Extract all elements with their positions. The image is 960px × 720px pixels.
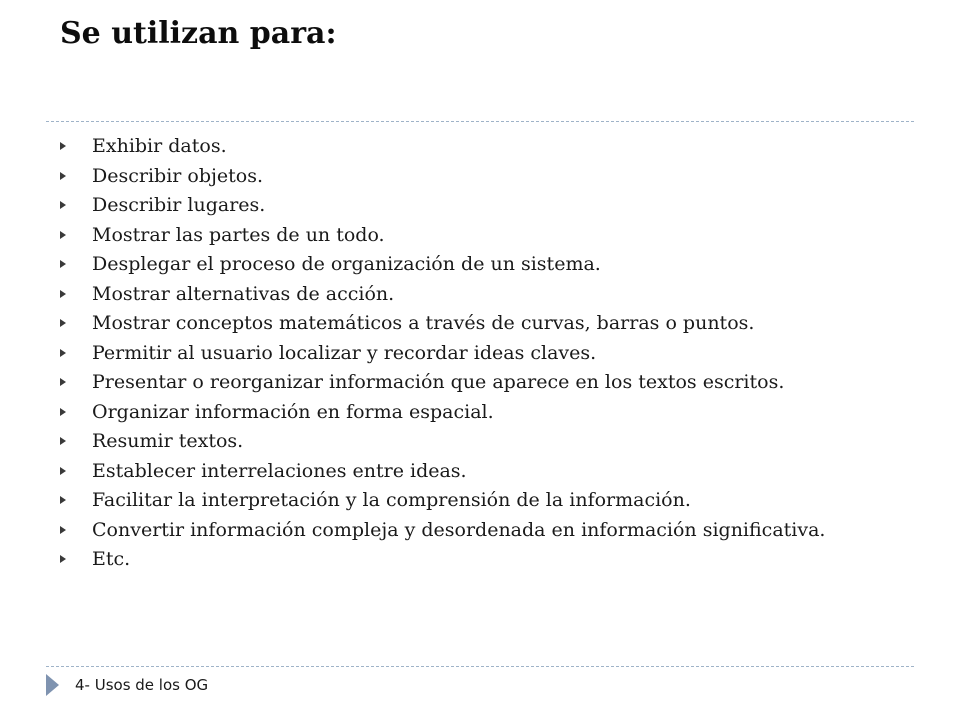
bullet-item	[60, 342, 920, 364]
bottom-divider	[46, 666, 914, 667]
triangle-bullet-icon	[60, 172, 66, 180]
triangle-bullet-icon	[60, 496, 66, 504]
bullet-text: Mostrar alternativas de acción.	[92, 282, 395, 305]
bullet-text: Presentar o reorganizar información que aparece en los textos escritos.	[92, 371, 785, 393]
triangle-bullet-icon	[60, 231, 66, 239]
bullet-text: Exhibir datos.	[92, 135, 227, 157]
bullet-text: Convertir información compleja y desordenada en información significativa.	[92, 518, 826, 541]
bullet-item	[60, 371, 920, 393]
triangle-bullet-icon	[60, 408, 66, 416]
triangle-bullet-icon	[60, 437, 66, 445]
bullet-text: Permitir al usuario localizar y recordar ideas claves.	[92, 341, 597, 364]
footer-label: 4- Usos de los OG	[75, 676, 209, 694]
bullet-item	[60, 194, 920, 216]
triangle-bullet-icon	[60, 319, 66, 327]
bullet-text: Organizar información en forma espacial.	[92, 400, 494, 423]
bullet-item	[60, 224, 920, 246]
bullet-item	[60, 548, 920, 570]
top-divider	[46, 121, 914, 122]
bullet-text: Describir objetos.	[92, 164, 263, 187]
bullet-item	[60, 489, 920, 511]
bullet-text: Facilitar la interpretación y la comprensión de la información.	[92, 489, 691, 511]
bullet-item	[60, 165, 920, 187]
bullet-text: Establecer interrelaciones entre ideas.	[92, 459, 467, 482]
bullet-item	[60, 135, 920, 157]
bullet-text: Etc.	[92, 548, 131, 570]
slide-footer	[46, 674, 208, 696]
triangle-bullet-icon	[60, 467, 66, 475]
bullet-text: Desplegar el proceso de organización de un sistema.	[92, 253, 601, 275]
triangle-bullet-icon	[60, 290, 66, 298]
bullet-item	[60, 519, 920, 541]
triangle-bullet-icon	[60, 201, 66, 209]
bullet-text: Describir lugares.	[92, 194, 266, 216]
bullet-item	[60, 401, 920, 423]
bullet-item	[60, 460, 920, 482]
bullet-text: Resumir textos.	[92, 430, 244, 452]
triangle-bullet-icon	[60, 142, 66, 150]
bullet-item	[60, 253, 920, 275]
bullet-item	[60, 430, 920, 452]
triangle-bullet-icon	[60, 349, 66, 357]
triangle-footer-icon	[46, 674, 59, 696]
bullet-text: Mostrar las partes de un todo.	[92, 223, 385, 246]
triangle-bullet-icon	[60, 378, 66, 386]
bullet-list	[60, 135, 920, 578]
triangle-bullet-icon	[60, 260, 66, 268]
bullet-text: Mostrar conceptos matemáticos a través de curvas, barras o puntos.	[92, 312, 755, 334]
bullet-item	[60, 312, 920, 334]
bullet-item	[60, 283, 920, 305]
triangle-bullet-icon	[60, 555, 66, 563]
slide-title: Se utilizan para:	[60, 16, 337, 51]
triangle-bullet-icon	[60, 526, 66, 534]
